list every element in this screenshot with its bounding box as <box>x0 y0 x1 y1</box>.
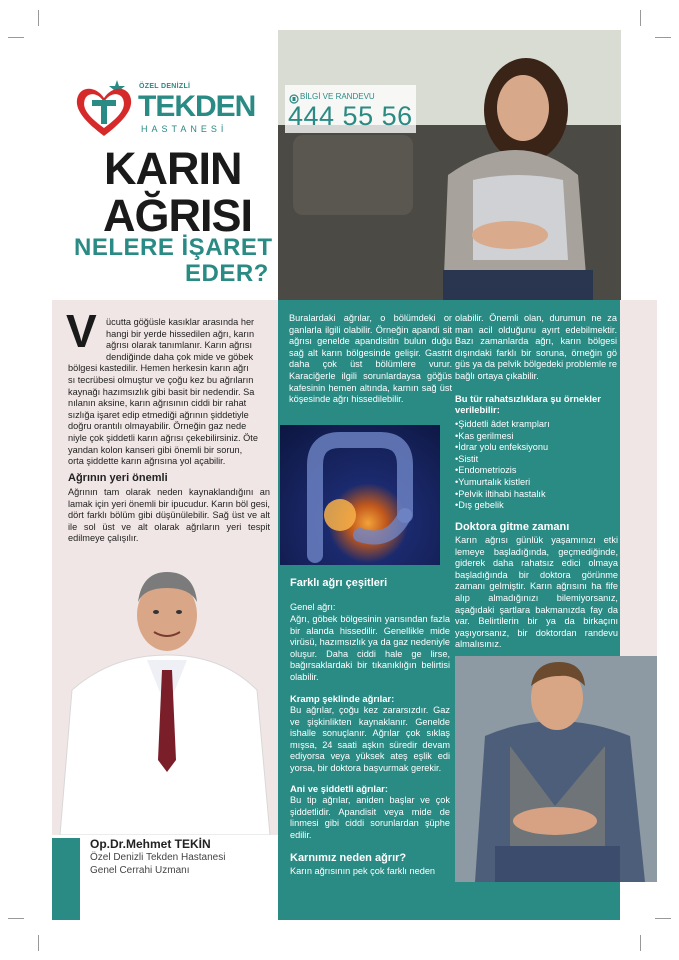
list-item: •Pelvik iltihabi hastalık <box>455 488 546 499</box>
intro-line: ağrısı olarak tanımlanır. Karın ağrısı <box>106 340 253 351</box>
intro-line: yandan kolon kanseri gibi önemli bir sorun, <box>68 444 243 455</box>
conditions-list <box>455 419 620 512</box>
title-line-1: KARIN <box>104 143 242 194</box>
accent-bar <box>52 838 80 920</box>
cramp-pain-text: Bu ağrılar, çoğu kez zararsızdır. Gaz ve şişkinlikten kaynaklanır. Genelde ishalle sonuçlanır. Ağrılar çok sıklaş mışsa, 24 saati aşkın süredir devam ediyorsa veya yüksek ateş eşlik edi yorsa, bir doktora başvurmak gerekir. <box>290 705 450 773</box>
subtitle-line-1: NELERE İŞARET <box>74 234 273 261</box>
doctor-photo <box>52 560 278 835</box>
intro-line: kaynağı hazımsızlık gibi basit bir nedendir. Sa <box>68 386 255 397</box>
sudden-pain-text: Bu tip ağrılar, aniden başlar ve çok şiddetlidir. Apandisit veya mide de linmesi gibi ciddi sorunlardan şüphe edilir. <box>290 795 450 840</box>
crop-mark <box>8 918 24 919</box>
intro-text <box>68 317 268 468</box>
crop-mark <box>38 10 39 26</box>
causes-text: Karın ağrısının pek çok farklı neden <box>290 866 436 876</box>
intro-line: hangi bir yerde hissedilen ağrı, karın <box>106 328 255 339</box>
intro-line: niyle çok şiddetli karın ağrısı çekebilirsiniz. Öte <box>68 432 258 443</box>
man-stomach-ache-photo <box>455 656 657 882</box>
subtitle-line-2: EDER? <box>185 260 269 287</box>
list-item: •Endometriozis <box>455 465 517 476</box>
list-item: •İdrar yolu enfeksiyonu <box>455 442 549 453</box>
intro-line: sızlığa işaret edip etmediği ağrının şiddetiyle <box>68 409 249 420</box>
crop-mark <box>38 935 39 951</box>
doctor-hospital: Özel Denizli Tekden Hastanesi <box>90 852 226 863</box>
heart-logo-icon <box>72 78 136 142</box>
intro-line: sı tecrübesi olmuştur ve çoğu kez bu ağrıların <box>68 374 254 385</box>
doctor-visit-text: Karın ağrısı günlük yaşamınızı etki lemeye başladığında, geçmediğinde, giderek daha rahatsız edici olmaya başladığında bir doktora görünme zamanı gelmiştir. Karın ağrısını ha fife alıp almadığınızı bilemiyorsanız, aşağıdaki şartlara bakmanızda fay da var. Belirtilerin bir ya da birkaçını yaşıyorsanız, bir doktordan randevu almalısınız. <box>455 535 618 650</box>
intro-line: ücutta göğüsle kasıklar arasında her <box>106 317 255 327</box>
phone-label: BİLGİ VE RANDEVU <box>300 92 375 101</box>
doctor-name: Op.Dr.Mehmet TEKİN <box>90 837 211 851</box>
causes-heading: Karnımız neden ağrır? <box>290 852 407 864</box>
doctor-visit-heading: Doktora gitme zamanı <box>455 521 570 533</box>
list-item: •Şiddetli âdet krampları <box>455 419 550 429</box>
intro-line: doğru orantılı olmayabilir. Örneğin gaz nede <box>68 421 247 432</box>
logo-hospital-word: HASTANESİ <box>141 124 228 134</box>
intro-line: nılanın aksine, karın ağrısının ciddi bir rahat <box>68 398 247 409</box>
doctor-title: Genel Cerrahi Uzmanı <box>90 865 190 876</box>
logo-name: TEKDEN <box>138 90 256 123</box>
location-text: Buralardaki ağrılar, o bölümdeki or ganlarla ilgili olabilir. Örneğin apandi sit ağrısı genelde apandisitin bulun duğu sağ alt karın bölgesinde gelişir. Gastrit daha çok üst bölümlere vurur. Karaciğerle ilgili sorunlardaysa göğüs kafesinin hemen altında, karnın sağ üst köşesinde ağrı hissedilebilir. <box>289 313 452 405</box>
side-panel <box>620 300 657 656</box>
general-pain-heading: Genel ağrı: <box>290 602 336 612</box>
pain-types-heading: Farklı ağrı çeşitleri <box>290 577 388 589</box>
phone-number[interactable]: 444 55 56 <box>288 101 413 131</box>
crop-mark <box>8 37 24 38</box>
title-line-2: AĞRISI <box>103 190 253 241</box>
crop-mark <box>640 10 641 26</box>
conditions-heading: Bu tür rahatsızlıklara şu örnekler verilebilir: <box>455 393 601 415</box>
woman-stomach-ache-photo <box>278 30 621 300</box>
drop-cap: V <box>66 305 97 357</box>
crop-mark <box>640 935 641 951</box>
section-text-yeri: Ağrının tam olarak neden kaynaklandığını an lamak için yeri önemli bir ipucudur. Karın böl gesi, dört farklı bölüm gibi düşünülebilir. Sağ üst ve alt ile sol üst ve alt olarak ağrıların yeri tespit edilmeye çalışılır. <box>68 487 270 544</box>
colon-illustration <box>280 425 440 565</box>
list-item: •Yumurtalık kistleri <box>455 476 531 487</box>
intro-line: bölgesi kastedilir. Hemen herkesin karın ağrı <box>68 363 249 374</box>
intro-line: orta şiddette karın ağrısına yol açabilir. <box>68 456 226 467</box>
intro-line: dendiğinde daha çok mide ve göbek <box>106 351 254 362</box>
logo-subtitle: ÖZEL DENİZLİ <box>139 83 191 90</box>
general-pain-text: Ağrı, göbek bölgesinin yarısından fazla bir alanda hissedilir. Genellikle mide virüsü, hazımsızlık ya da gaz nedeniyle oluşur. Daha ciddi hale ge lirse, bağırsaklardaki bir tıkanıklığın belirtisi olabilir. <box>290 614 450 682</box>
sudden-pain-heading: Ani ve şiddetli ağrılar: <box>290 783 388 794</box>
list-item: •Kas gerilmesi <box>455 430 514 441</box>
list-item: •Sistit <box>455 453 479 464</box>
cramp-pain-heading: Kramp şeklinde ağrılar: <box>290 693 395 704</box>
section-heading-yeri: Ağrının yeri önemli <box>68 472 168 484</box>
crop-mark <box>655 37 671 38</box>
crop-mark <box>655 918 671 919</box>
list-item: •Dış gebelik <box>455 500 504 511</box>
right-intro-text: olabilir. Önemli olan, durumun ne za man acil olduğunu ayırt edebilmektir. Bazı zamanlarda ağrı, karın bölgesi dışındaki farklı bir soruna, örneğin gö güs ya da pelvik bölgedeki problemle re bağlı ortaya çıkabilir. <box>455 313 617 381</box>
